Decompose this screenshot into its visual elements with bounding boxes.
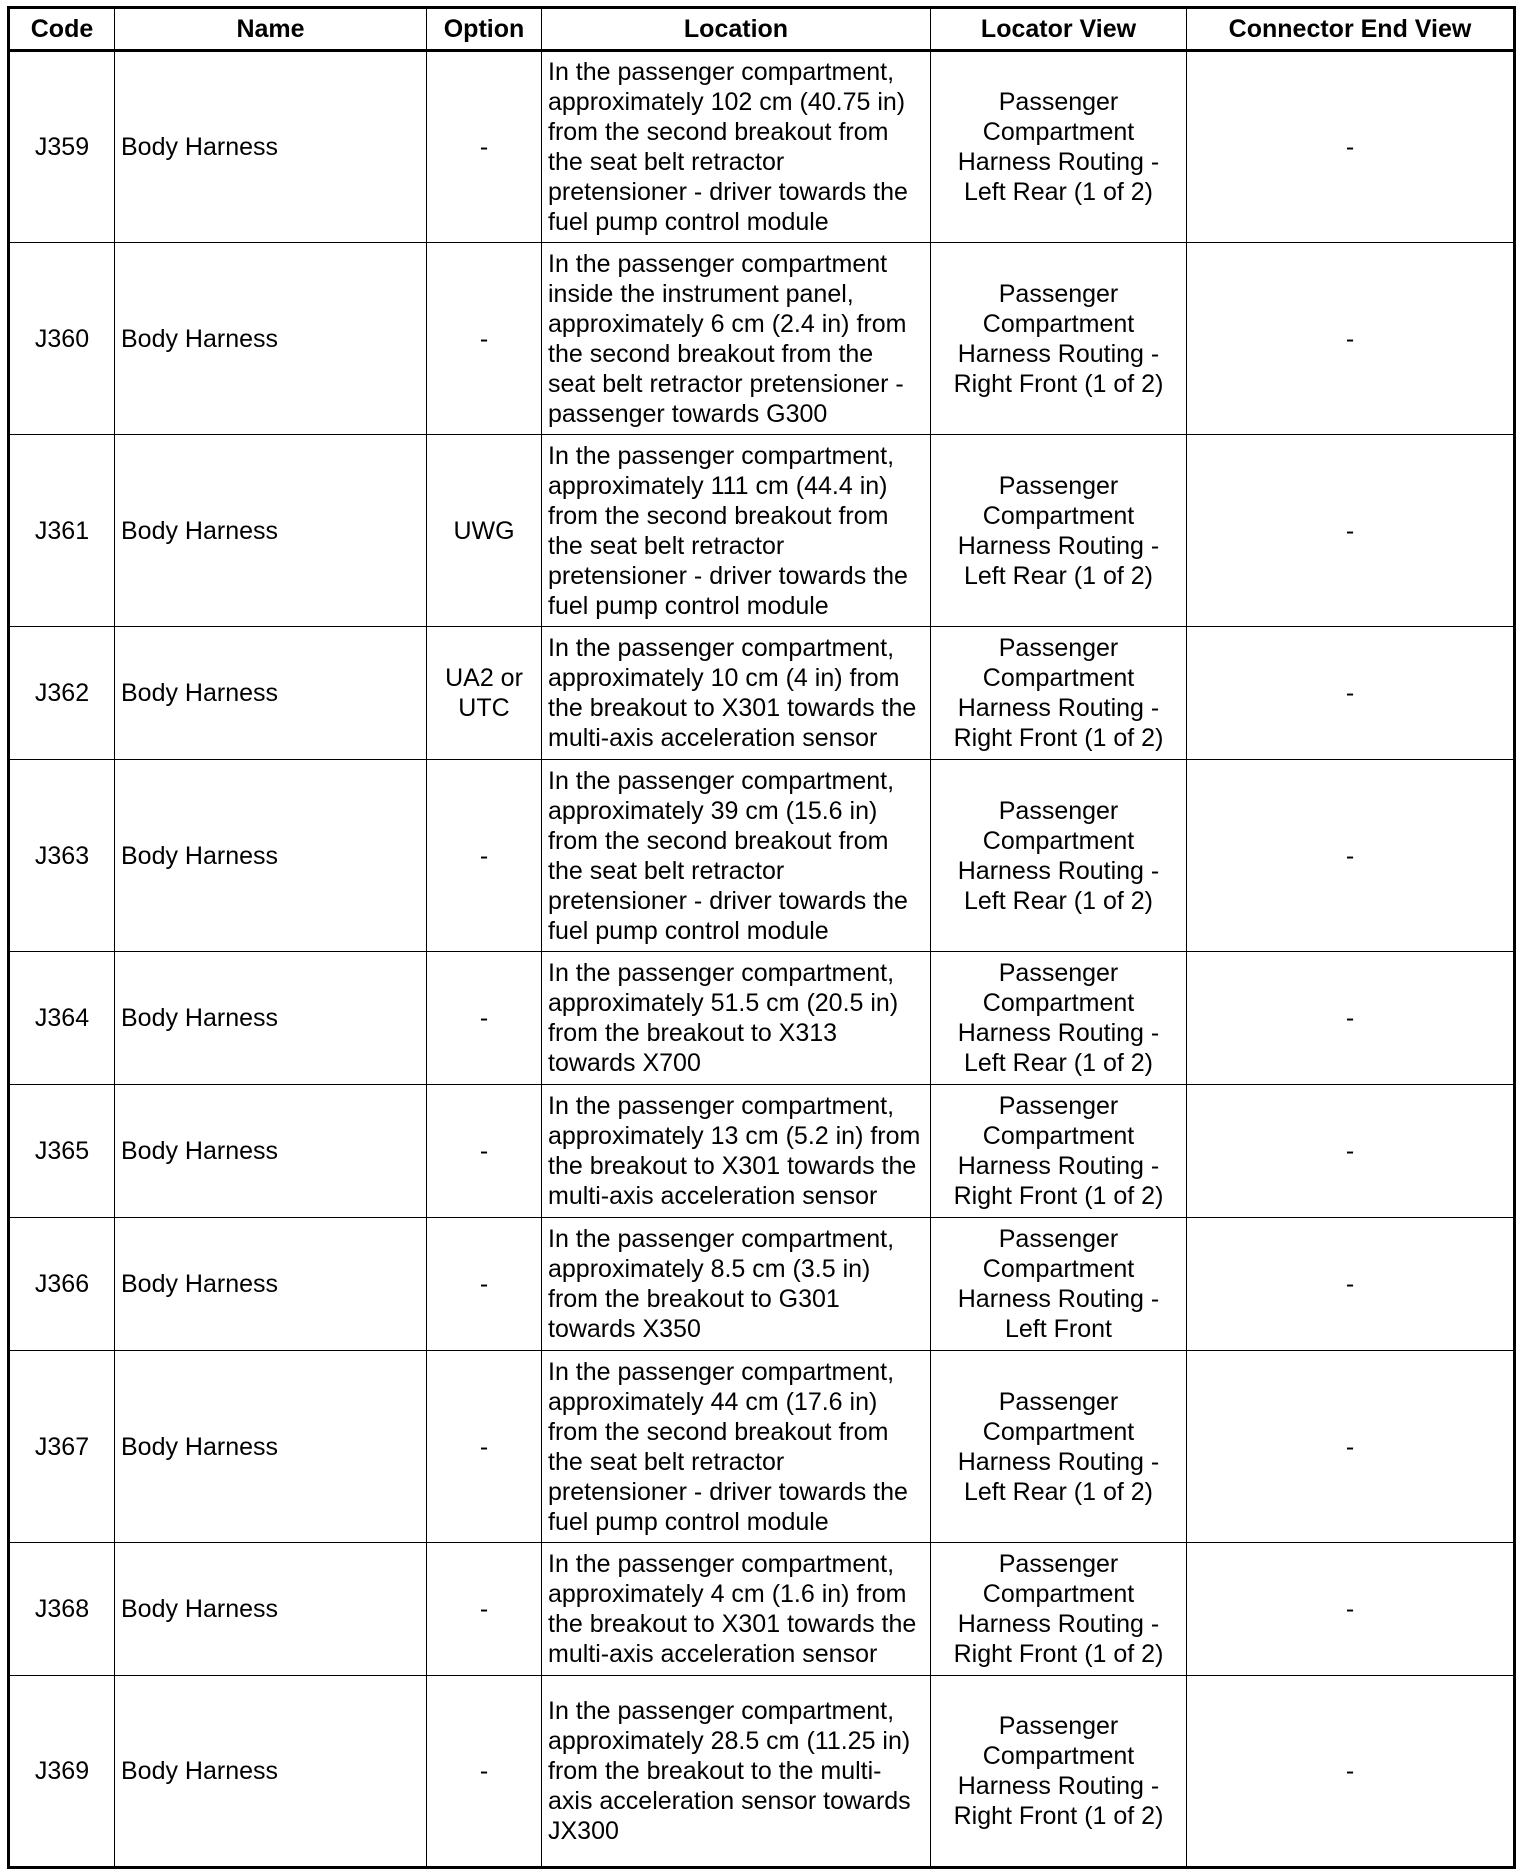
cell-location: In the passenger compartment, approximately 28.5 cm (11.25 in) from the breakout to the multi-axis acceleration sensor towards JX300 xyxy=(542,1676,931,1868)
cell-option: - xyxy=(427,243,542,435)
cell-option: UWG xyxy=(427,435,542,627)
cell-connector-end-view: - xyxy=(1187,243,1515,435)
cell-location: In the passenger compartment, approximately 51.5 cm (20.5 in) from the breakout to X313 towards X700 xyxy=(542,952,931,1085)
cell-code: J369 xyxy=(9,1676,115,1868)
cell-option: - xyxy=(427,1676,542,1868)
cell-locator-view: Passenger Compartment Harness Routing - Right Front (1 of 2) xyxy=(931,1543,1187,1676)
splice-table xyxy=(7,6,1516,1869)
table-row xyxy=(9,1351,1515,1543)
cell-locator-view: Passenger Compartment Harness Routing - Left Rear (1 of 2) xyxy=(931,760,1187,952)
header-connector-end-view: Connector End View xyxy=(1187,8,1515,51)
cell-locator-view: Passenger Compartment Harness Routing - Right Front (1 of 2) xyxy=(931,1085,1187,1218)
cell-connector-end-view: - xyxy=(1187,51,1515,243)
cell-option: UA2 or UTC xyxy=(427,627,542,760)
table-row xyxy=(9,51,1515,243)
table-row xyxy=(9,1543,1515,1676)
cell-connector-end-view: - xyxy=(1187,1085,1515,1218)
header-name: Name xyxy=(115,8,427,51)
cell-location: In the passenger compartment, approximately 8.5 cm (3.5 in) from the breakout to G301 towards X350 xyxy=(542,1218,931,1351)
cell-code: J362 xyxy=(9,627,115,760)
cell-code: J364 xyxy=(9,952,115,1085)
cell-connector-end-view: - xyxy=(1187,435,1515,627)
cell-code: J366 xyxy=(9,1218,115,1351)
cell-code: J360 xyxy=(9,243,115,435)
cell-code: J367 xyxy=(9,1351,115,1543)
cell-option: - xyxy=(427,1218,542,1351)
cell-code: J368 xyxy=(9,1543,115,1676)
cell-connector-end-view: - xyxy=(1187,952,1515,1085)
header-location: Location xyxy=(542,8,931,51)
cell-name: Body Harness xyxy=(115,760,427,952)
table-row xyxy=(9,1218,1515,1351)
header-code: Code xyxy=(9,8,115,51)
cell-locator-view: Passenger Compartment Harness Routing - Left Rear (1 of 2) xyxy=(931,51,1187,243)
header-locator-view: Locator View xyxy=(931,8,1187,51)
cell-connector-end-view: - xyxy=(1187,627,1515,760)
cell-location: In the passenger compartment, approximately 39 cm (15.6 in) from the second breakout from the seat belt retractor pretensioner - driver towards the fuel pump control module xyxy=(542,760,931,952)
cell-location: In the passenger compartment, approximately 111 cm (44.4 in) from the second breakout from the seat belt retractor pretensioner - driver towards the fuel pump control module xyxy=(542,435,931,627)
cell-name: Body Harness xyxy=(115,1218,427,1351)
cell-option: - xyxy=(427,952,542,1085)
cell-connector-end-view: - xyxy=(1187,1351,1515,1543)
cell-option: - xyxy=(427,1085,542,1218)
cell-location: In the passenger compartment, approximately 13 cm (5.2 in) from the breakout to X301 towards the multi-axis acceleration sensor xyxy=(542,1085,931,1218)
cell-location: In the passenger compartment, approximately 44 cm (17.6 in) from the second breakout from the seat belt retractor pretensioner - driver towards the fuel pump control module xyxy=(542,1351,931,1543)
cell-option: - xyxy=(427,1351,542,1543)
cell-locator-view: Passenger Compartment Harness Routing - Left Rear (1 of 2) xyxy=(931,435,1187,627)
cell-name: Body Harness xyxy=(115,51,427,243)
cell-name: Body Harness xyxy=(115,243,427,435)
cell-connector-end-view: - xyxy=(1187,1218,1515,1351)
table-row xyxy=(9,243,1515,435)
cell-locator-view: Passenger Compartment Harness Routing - Left Rear (1 of 2) xyxy=(931,1351,1187,1543)
cell-name: Body Harness xyxy=(115,627,427,760)
cell-name: Body Harness xyxy=(115,1085,427,1218)
cell-name: Body Harness xyxy=(115,1351,427,1543)
header-option: Option xyxy=(427,8,542,51)
cell-option: - xyxy=(427,51,542,243)
cell-locator-view: Passenger Compartment Harness Routing - Left Front xyxy=(931,1218,1187,1351)
cell-locator-view: Passenger Compartment Harness Routing - Left Rear (1 of 2) xyxy=(931,952,1187,1085)
cell-location: In the passenger compartment inside the instrument panel, approximately 6 cm (2.4 in) from the second breakout from the seat belt retractor pretensioner - passenger towards G300 xyxy=(542,243,931,435)
table-row xyxy=(9,760,1515,952)
table-row xyxy=(9,435,1515,627)
cell-name: Body Harness xyxy=(115,435,427,627)
table-row xyxy=(9,952,1515,1085)
cell-name: Body Harness xyxy=(115,1543,427,1676)
cell-locator-view: Passenger Compartment Harness Routing - Right Front (1 of 2) xyxy=(931,1676,1187,1868)
cell-name: Body Harness xyxy=(115,1676,427,1868)
cell-connector-end-view: - xyxy=(1187,1676,1515,1868)
cell-location: In the passenger compartment, approximately 10 cm (4 in) from the breakout to X301 towards the multi-axis acceleration sensor xyxy=(542,627,931,760)
cell-code: J365 xyxy=(9,1085,115,1218)
cell-locator-view: Passenger Compartment Harness Routing - Right Front (1 of 2) xyxy=(931,627,1187,760)
cell-option: - xyxy=(427,760,542,952)
table-row xyxy=(9,1676,1515,1868)
cell-name: Body Harness xyxy=(115,952,427,1085)
cell-connector-end-view: - xyxy=(1187,760,1515,952)
cell-location: In the passenger compartment, approximately 4 cm (1.6 in) from the breakout to X301 towards the multi-axis acceleration sensor xyxy=(542,1543,931,1676)
cell-code: J361 xyxy=(9,435,115,627)
cell-code: J363 xyxy=(9,760,115,952)
table-row xyxy=(9,1085,1515,1218)
cell-connector-end-view: - xyxy=(1187,1543,1515,1676)
cell-option: - xyxy=(427,1543,542,1676)
header-row xyxy=(9,8,1515,51)
cell-locator-view: Passenger Compartment Harness Routing - Right Front (1 of 2) xyxy=(931,243,1187,435)
table-row xyxy=(9,627,1515,760)
cell-code: J359 xyxy=(9,51,115,243)
cell-location: In the passenger compartment, approximately 102 cm (40.75 in) from the second breakout from the seat belt retractor pretensioner - driver towards the fuel pump control module xyxy=(542,51,931,243)
